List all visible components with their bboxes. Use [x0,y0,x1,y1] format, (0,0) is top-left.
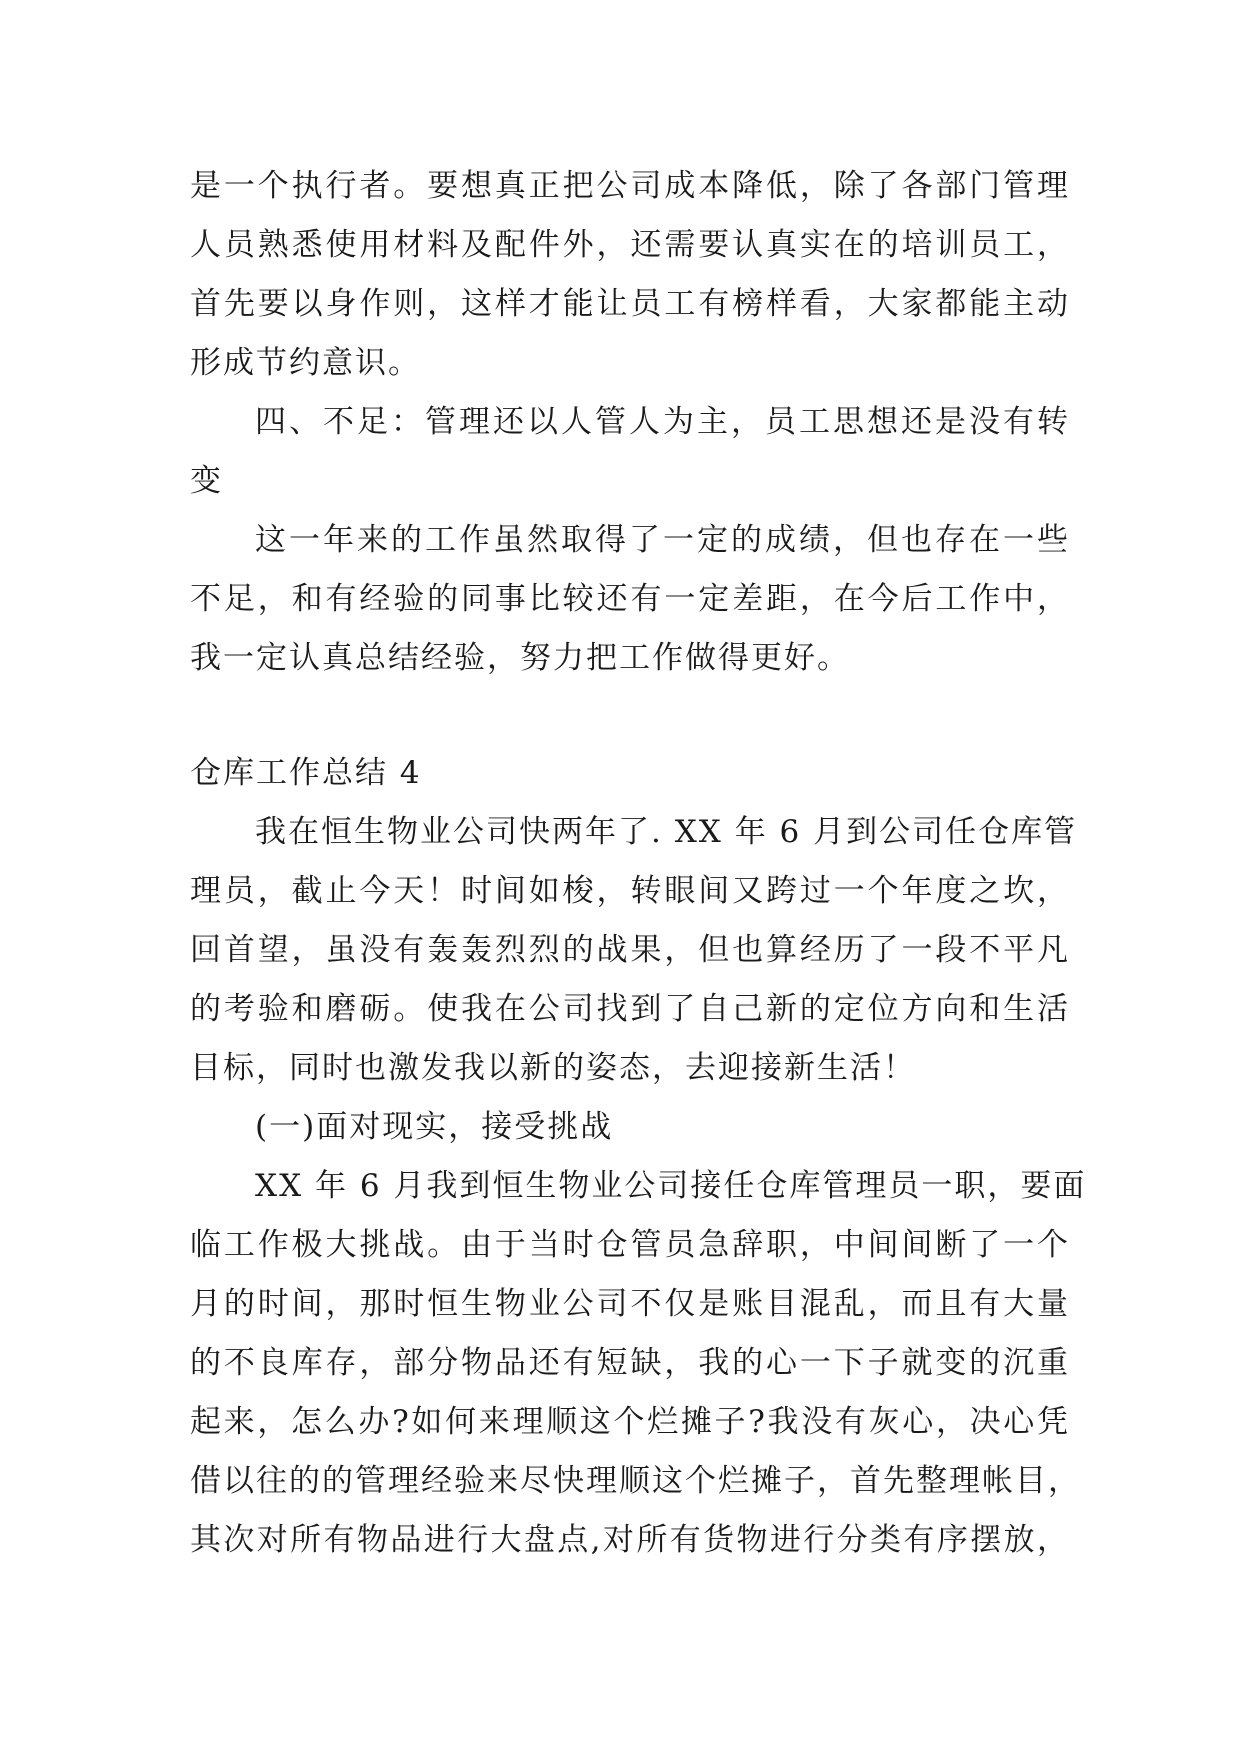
text-line: 起来，怎么办?如何来理顺这个烂摊子?我没有灰心，决心凭 [190,1404,1070,1440]
section-title: 仓库工作总结 4 [190,755,422,791]
text-line: 不足，和有经验的同事比较还有一定差距，在今后工作中， [190,581,1070,617]
text-line: 目标，同时也激发我以新的姿态，去迎接新生活！ [190,1050,916,1086]
text-line: 首先要以身作则，这样才能让员工有榜样看，大家都能主动 [190,286,1070,322]
text-line: 我一定认真总结经验，努力把工作做得更好。 [190,640,850,676]
section-heading-line: 变 [190,463,223,499]
text-line: 这一年来的工作虽然取得了一定的成绩，但也存在一些 [255,522,1070,558]
text-line: 的考验和磨砺。使我在公司找到了自己新的定位方向和生活 [190,991,1070,1027]
text-line: 临工作极大挑战。由于当时仓管员急辞职，中间间断了一个 [190,1227,1070,1263]
text-line: 形成节约意识。 [190,345,421,381]
subsection-heading: (一)面对现实，接受挑战 [255,1109,614,1145]
text-line: XX 年 6 月我到恒生物业公司接任仓库管理员一职，要面 [255,1168,1087,1204]
text-line: 的不良库存，部分物品还有短缺，我的心一下子就变的沉重 [190,1345,1070,1381]
text-line: 人员熟悉使用材料及配件外，还需要认真实在的培训员工， [190,227,1070,263]
text-line: 其次对所有物品进行大盘点,对所有货物进行分类有序摆放， [190,1522,1070,1558]
text-line: 理员，截止今天！时间如梭，转眼间又跨过一个年度之坎， [190,873,1070,909]
section-heading-line: 四、不足：管理还以人管人为主，员工思想还是没有转 [255,404,1070,440]
text-line: 回首望，虽没有轰轰烈烈的战果，但也算经历了一段不平凡 [190,932,1070,968]
text-line: 月的时间，那时恒生物业公司不仅是账目混乱，而且有大量 [190,1286,1070,1322]
text-line: 是一个执行者。要想真正把公司成本降低，除了各部门管理 [190,168,1070,204]
text-line: 我在恒生物业公司快两年了. XX 年 6 月到公司任仓库管 [255,814,1078,850]
text-line: 借以往的的管理经验来尽快理顺这个烂摊子，首先整理帐目， [190,1463,1081,1499]
